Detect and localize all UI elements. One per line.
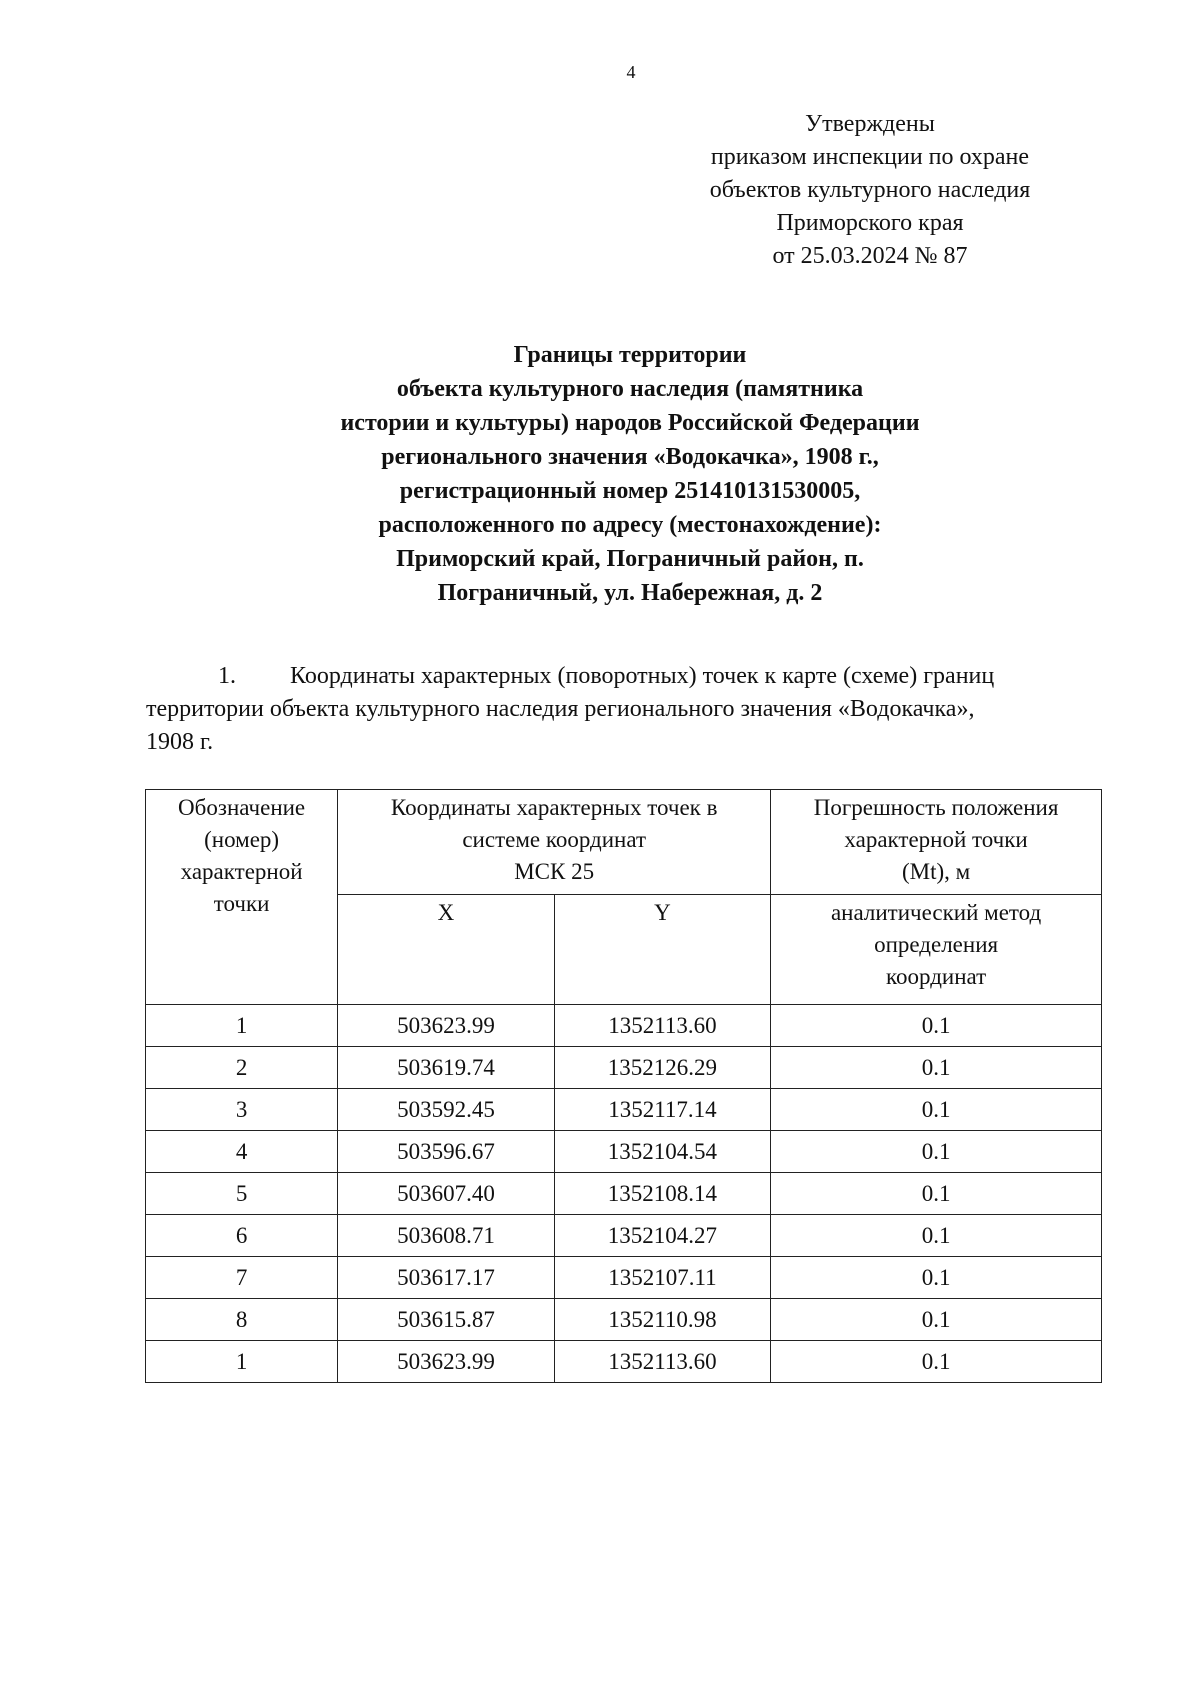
table-row <box>146 1089 1102 1131</box>
document-title <box>130 338 1130 610</box>
approval-line: объектов культурного наследия <box>709 177 1031 203</box>
title-line: Границы территории <box>513 342 747 368</box>
cell-y: 1352126.29 <box>554 1047 770 1089</box>
cell-y: 1352108.14 <box>554 1173 770 1215</box>
cell-x: 503617.17 <box>338 1257 554 1299</box>
table-row <box>146 1215 1102 1257</box>
cell-mt: 0.1 <box>771 1005 1102 1047</box>
table-row <box>146 1005 1102 1047</box>
table-row <box>146 1173 1102 1215</box>
cell-y: 1352113.60 <box>554 1341 770 1383</box>
cell-point: 8 <box>146 1299 338 1341</box>
title-line: истории и культуры) народов Российской Федерации <box>340 410 920 436</box>
page-number: 4 <box>626 62 636 82</box>
header-accuracy <box>771 790 1102 895</box>
header-text: характерной точки <box>844 827 1028 852</box>
cell-mt: 0.1 <box>771 1215 1102 1257</box>
cell-x: 503619.74 <box>338 1047 554 1089</box>
paragraph-line-1 <box>146 660 1130 693</box>
cell-x: 503623.99 <box>338 1341 554 1383</box>
cell-mt: 0.1 <box>771 1257 1102 1299</box>
cell-mt: 0.1 <box>771 1341 1102 1383</box>
cell-point: 6 <box>146 1215 338 1257</box>
cell-y: 1352107.11 <box>554 1257 770 1299</box>
cell-x: 503607.40 <box>338 1173 554 1215</box>
paragraph-line-3: 1908 г. <box>146 729 214 755</box>
cell-point: 7 <box>146 1257 338 1299</box>
cell-point: 1 <box>146 1005 338 1047</box>
cell-point: 4 <box>146 1131 338 1173</box>
title-line: расположенного по адресу (местонахождение): <box>378 512 882 538</box>
cell-y: 1352104.54 <box>554 1131 770 1173</box>
cell-mt: 0.1 <box>771 1047 1102 1089</box>
coordinates-table <box>145 789 1102 1383</box>
header-x: X <box>338 895 554 1005</box>
header-text: точки <box>213 891 270 916</box>
header-text: (Mt), м <box>901 859 971 884</box>
cell-x: 503608.71 <box>338 1215 554 1257</box>
header-text: (номер) <box>204 827 280 852</box>
table-row <box>146 1131 1102 1173</box>
header-method <box>771 895 1102 1005</box>
cell-mt: 0.1 <box>771 1089 1102 1131</box>
header-text: характерной <box>180 859 303 884</box>
header-text: определения <box>874 932 999 957</box>
table-row <box>146 1341 1102 1383</box>
title-line: регистрационный номер 251410131530005, <box>399 478 861 504</box>
header-text: Обозначение <box>178 795 306 820</box>
approval-line: Утверждены <box>805 111 935 137</box>
cell-point: 5 <box>146 1173 338 1215</box>
title-line: Пограничный, ул. Набережная, д. 2 <box>437 580 823 606</box>
table-row <box>146 1047 1102 1089</box>
approval-block <box>660 108 1080 273</box>
header-point-designation <box>146 790 338 1005</box>
cell-y: 1352117.14 <box>554 1089 770 1131</box>
paragraph-line-2: территории объекта культурного наследия регионального значения «Водокачка», <box>146 696 975 722</box>
header-coordinates <box>338 790 771 895</box>
header-text: Погрешность положения <box>813 795 1059 820</box>
approval-line: Приморского края <box>776 210 964 236</box>
title-line: регионального значения «Водокачка», 1908 г., <box>381 444 879 470</box>
header-y: Y <box>554 895 770 1005</box>
cell-point: 2 <box>146 1047 338 1089</box>
cell-x: 503623.99 <box>338 1005 554 1047</box>
header-text: координат <box>885 964 987 989</box>
header-text: системе координат <box>462 827 647 852</box>
header-text: МСК 25 <box>514 859 595 884</box>
cell-point: 1 <box>146 1341 338 1383</box>
cell-y: 1352110.98 <box>554 1299 770 1341</box>
title-line: объекта культурного наследия (памятника <box>396 376 864 402</box>
cell-mt: 0.1 <box>771 1131 1102 1173</box>
section-paragraph <box>146 660 1130 759</box>
paragraph-number: 1. <box>218 663 236 689</box>
cell-x: 503592.45 <box>338 1089 554 1131</box>
header-text: Координаты характерных точек в <box>390 795 718 820</box>
paragraph-text: Координаты характерных (поворотных) точек к карте (схеме) границ <box>290 663 995 689</box>
cell-x: 503596.67 <box>338 1131 554 1173</box>
title-line: Приморский край, Пограничный район, п. <box>396 546 864 572</box>
cell-point: 3 <box>146 1089 338 1131</box>
cell-y: 1352113.60 <box>554 1005 770 1047</box>
cell-y: 1352104.27 <box>554 1215 770 1257</box>
header-text: аналитический метод <box>830 900 1042 925</box>
table-row <box>146 1299 1102 1341</box>
cell-mt: 0.1 <box>771 1173 1102 1215</box>
approval-line: от 25.03.2024 № 87 <box>772 243 968 269</box>
table-row <box>146 1257 1102 1299</box>
cell-mt: 0.1 <box>771 1299 1102 1341</box>
approval-line: приказом инспекции по охране <box>710 144 1030 170</box>
cell-x: 503615.87 <box>338 1299 554 1341</box>
